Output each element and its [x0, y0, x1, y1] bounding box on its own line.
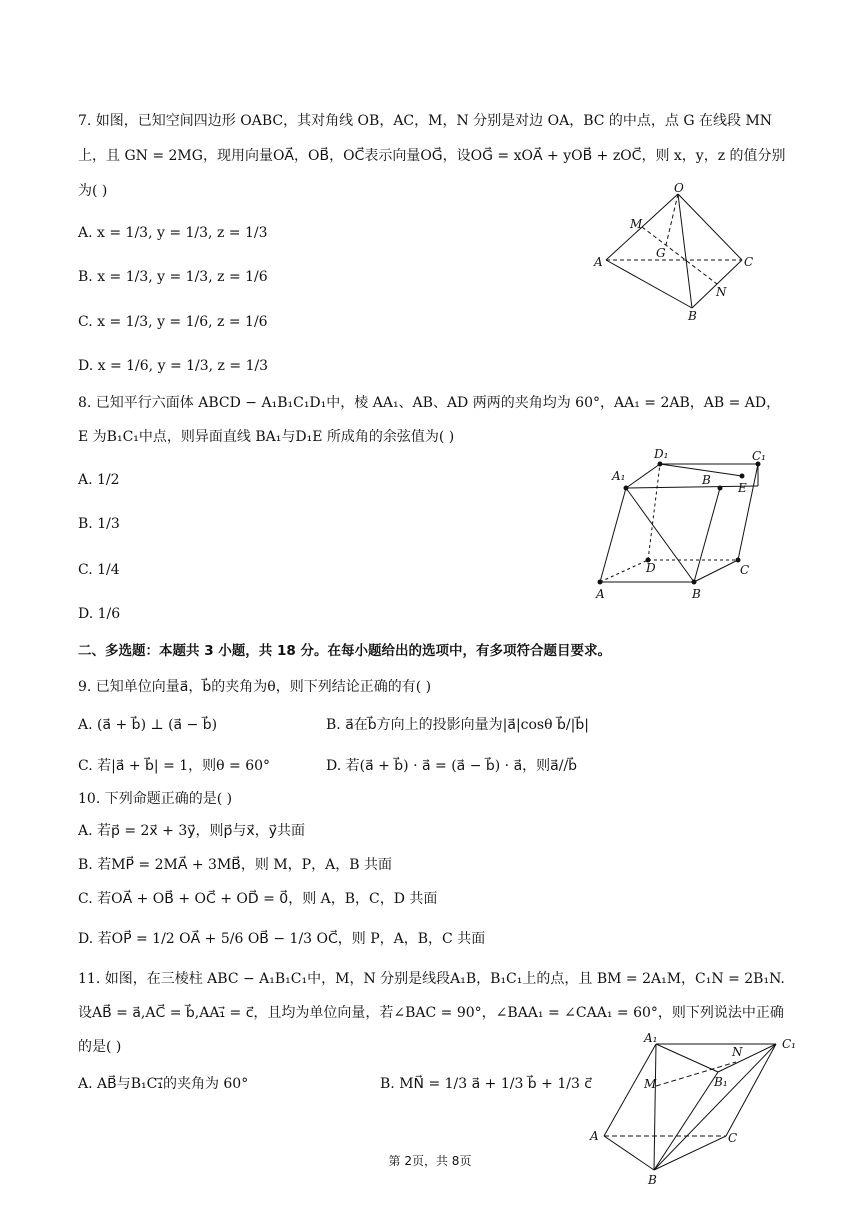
q8-option-b: B. 1/3	[78, 516, 120, 532]
q9-option-c: C. 若|a⃗ + b⃗| = 1，则θ = 60°	[78, 758, 271, 774]
q8-label-d: D	[646, 561, 656, 575]
q8-label-c: C	[740, 563, 750, 577]
q7-label-n: N	[716, 285, 727, 299]
q7-label-m: M	[630, 217, 643, 231]
q7-option-c: C. x = 1/3, y = 1/6, z = 1/6	[78, 314, 268, 330]
q7-label-b: B	[688, 309, 697, 323]
q8-option-d: D. 1/6	[78, 606, 121, 622]
q8-label-d1: D₁	[654, 447, 669, 461]
q7-tetrahedron-figure	[590, 182, 760, 322]
q11-label-a1: A₁	[644, 1031, 658, 1045]
q8-parallelepiped-figure	[590, 444, 780, 606]
q8-stem-line1: 8. 已知平行六面体 ABCD − A₁B₁C₁D₁中，棱 AA₁、AB、AD 两两的夹角均为 60°，AA₁ = 2AB，AB = AD，	[78, 395, 781, 411]
q11-stem-line1: 11. 如图，在三棱柱 ABC − A₁B₁C₁中，M，N 分别是线段A₁B，B₁C₁上的点，且 BM = 2A₁M，C₁N = 2B₁N.	[78, 971, 785, 987]
q8-label-b: B	[692, 587, 701, 601]
q9-option-a: A. (a⃗ + b⃗) ⊥ (a⃗ − b⃗)	[78, 717, 218, 733]
q7-label-c: C	[744, 255, 754, 269]
q7-stem-line1: 7. 如图，已知空间四边形 OABC，其对角线 OB，AC，M，N 分别是对边 OA，BC 的中点，点 G 在线段 MN	[78, 113, 773, 129]
q11-option-a: A. AB⃗与B₁C₁⃗的夹角为 60°	[78, 1076, 249, 1092]
q7-label-o: O	[674, 181, 684, 195]
q11-label-n: N	[732, 1045, 743, 1059]
q11-label-b1: B₁	[714, 1075, 728, 1089]
q11-stem-line3: 的是( )	[78, 1039, 122, 1055]
q8-option-c: C. 1/4	[78, 562, 120, 578]
q11-label-b: B	[648, 1173, 657, 1187]
q7-label-a: A	[594, 255, 603, 269]
q11-label-c1: C₁	[782, 1037, 796, 1051]
q8-label-a: A	[596, 587, 605, 601]
q10-option-b: B. 若MP⃗ = 2MA⃗ + 3MB⃗，则 M，P，A，B 共面	[78, 857, 392, 873]
q7-label-g: G	[656, 246, 666, 260]
q7-option-d: D. x = 1/6, y = 1/3, z = 1/3	[78, 358, 269, 374]
q11-label-c: C	[728, 1131, 738, 1145]
page-footer: 第 2页，共 8页	[388, 1154, 472, 1168]
q11-option-b: B. MN⃗ = 1/3 a⃗ + 1/3 b⃗ + 1/3 c⃗	[380, 1076, 592, 1092]
q8-option-a: A. 1/2	[78, 472, 120, 488]
q10-option-a: A. 若p⃗ = 2x⃗ + 3y⃗，则p⃗与x⃗，y⃗共面	[78, 823, 306, 839]
q8-label-c1: C₁	[752, 449, 766, 463]
q10-stem: 10. 下列命题正确的是( )	[78, 791, 233, 807]
q7-option-a: A. x = 1/3, y = 1/3, z = 1/3	[78, 225, 268, 241]
q9-option-b: B. a⃗在b⃗方向上的投影向量为|a⃗|cosθ b⃗/|b⃗|	[326, 717, 589, 733]
q7-stem-line2: 上，且 GN = 2MG，现用向量OA⃗，OB⃗，OC⃗表示向量OG⃗，设OG⃗ = xOA⃗ + yOB⃗ + zOC⃗，则 x，y，z 的值分别	[78, 148, 786, 164]
q8-label-a1: A₁	[612, 469, 626, 483]
q8-label-b1: B	[702, 473, 711, 487]
q11-stem-line2: 设AB⃗ = a⃗,AC⃗ = b⃗,AA₁⃗ = c⃗，且均为单位向量，若∠BAC = 90°，∠BAA₁ = ∠CAA₁ = 60°，则下列说法中正确	[78, 1005, 784, 1021]
q8-stem-line2: E 为B₁C₁中点，则异面直线 BA₁与D₁E 所成角的余弦值为( )	[78, 429, 455, 445]
section-heading: 二、多选题：本题共 3 小题，共 18 分。在每小题给出的选项中，有多项符合题目要求。	[78, 643, 611, 659]
q8-label-e: E	[738, 481, 747, 495]
q7-option-b: B. x = 1/3, y = 1/3, z = 1/6	[78, 269, 268, 285]
q7-stem-line3: 为( )	[78, 183, 108, 199]
q11-label-a: A	[590, 1129, 599, 1143]
q11-label-m: M	[644, 1077, 657, 1091]
q9-option-d: D. 若(a⃗ + b⃗) · a⃗ = (a⃗ − b⃗) · a⃗，则a⃗//b⃗	[326, 758, 578, 774]
q9-stem: 9. 已知单位向量a⃗，b⃗的夹角为θ，则下列结论正确的有( )	[78, 679, 432, 695]
q10-option-c: C. 若OA⃗ + OB⃗ + OC⃗ + OD⃗ = 0⃗，则 A，B，C，D 共面	[78, 891, 438, 907]
q10-option-d: D. 若OP⃗ = 1/2 OA⃗ + 5/6 OB⃗ − 1/3 OC⃗，则 P，A，B，C 共面	[78, 931, 486, 947]
